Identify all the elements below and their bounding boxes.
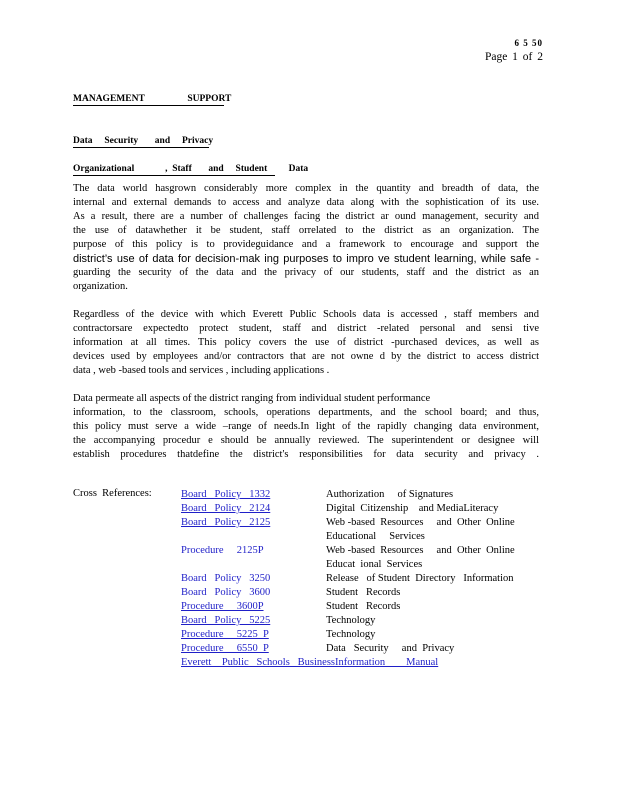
policy-subtitle: Organizational , Staff and Student Data [73, 164, 309, 174]
paragraph-line: organization. [73, 281, 128, 292]
paragraph-1 [73, 182, 539, 294]
cross-reference-row [181, 600, 521, 614]
reference-description: Authorization of Signatures [326, 489, 454, 500]
paragraph-line: guarding the security of the data and the privacy of our students, staff and the district as an [73, 267, 539, 278]
reference-description: Release of Student Directory Information [326, 573, 514, 584]
reference-description: Digital Citizenship and MediaLiteracy [326, 503, 499, 514]
reference-link[interactable]: Board Policy 2124 [181, 503, 271, 514]
cross-reference-row [181, 488, 521, 502]
paragraph-2 [73, 308, 539, 378]
reference-description: Technology [326, 615, 376, 626]
paragraph-line: the use of datawhether it be student, staff orrelated to the district as an organization. The [73, 225, 539, 236]
business-manual-link[interactable]: Everett Public Schools BusinessInformation Manual [181, 657, 439, 668]
paragraph-line: information, to the classroom, schools, operations departments, and the school board; and thus, [73, 407, 539, 418]
cross-reference-row [181, 530, 521, 544]
reference-link[interactable]: Board Policy 3600 [181, 587, 271, 598]
paragraph-3 [73, 392, 539, 462]
reference-link[interactable]: Procedure 2125P [181, 545, 264, 556]
reference-description: Data Security and Privacy [326, 643, 455, 654]
paragraph-line: As a result, there are a number of challenges facing the district ar ound management, security and [73, 211, 539, 222]
reference-description: Web -based Resources and Other Online [326, 545, 515, 556]
paragraph-line: the accompanying procedur e should be annually reviewed. The superintendent or designee will [73, 435, 539, 446]
paragraph-line: devices used by employees and/or contractors that are not owne d by the district to access district [73, 351, 539, 362]
reference-link[interactable]: Board Policy 3250 [181, 573, 271, 584]
cross-reference-row [181, 586, 521, 600]
paragraph-line: internal and external demands to access and analyze data along with the sophistication of its use. [73, 197, 539, 208]
cross-reference-row [181, 614, 521, 628]
page-indicator: Page 1 of 2 [484, 51, 543, 63]
paragraph-line: district’s use of data for decision-mak ing purposes to impro ve student learning, while safe - [73, 253, 539, 265]
reference-link[interactable]: Procedure 5225 P [181, 629, 269, 640]
reference-link-empty [181, 530, 326, 544]
paragraph-line: contractorsare expectedto protect student, staff and district -related personal and sensi tive [73, 323, 539, 334]
reference-description: Student Records [326, 601, 401, 612]
cross-reference-row [181, 558, 521, 572]
paragraph-line: Regardless of the device with which Everett Public Schools data is accessed , staff members and [73, 309, 539, 320]
paragraph-line: establish procedures thatdefine the district's responsibilities for data security and privacy . [73, 449, 539, 460]
reference-description: Technology [326, 629, 376, 640]
cross-reference-row [181, 656, 521, 670]
paragraph-line: The data world hasgrown considerably more complex in the quantity and breadth of data, the [73, 183, 539, 194]
reference-description: Web -based Resources and Other Online [326, 517, 515, 528]
reference-link[interactable]: Board Policy 1332 [181, 489, 271, 500]
cross-reference-row [181, 516, 521, 530]
reference-link[interactable]: Board Policy 2125 [181, 517, 271, 528]
cross-references-list [181, 488, 521, 670]
reference-link[interactable]: Board Policy 5225 [181, 615, 271, 626]
reference-link-empty [181, 558, 326, 572]
paragraph-line: data , web -based tools and services , including applications . [73, 365, 330, 376]
paragraph-line: Data permeate all aspects of the district ranging from individual student performance [73, 393, 431, 404]
reference-description: Student Records [326, 587, 401, 598]
paragraph-line: this policy must serve a wide –range of needs.In light of the rapidly changing data environment, [73, 421, 539, 432]
section-heading: MANAGEMENT SUPPORT [73, 94, 232, 104]
cross-references-label: Cross References: [73, 488, 152, 499]
reference-link[interactable]: Procedure 3600P [181, 601, 264, 612]
reference-description: Educational Services [326, 531, 425, 542]
cross-reference-row [181, 502, 521, 516]
reference-link[interactable]: Procedure 6550 P [181, 643, 269, 654]
policy-title: Data Security and Privacy [73, 136, 214, 146]
cross-reference-row [181, 642, 521, 656]
policy-number: 6 5 50 [514, 38, 543, 48]
reference-description: Educat ional Services [326, 559, 423, 570]
paragraph-line: information at all times. This policy covers the use of district -purchased devices, as well as [73, 337, 539, 348]
cross-reference-row [181, 628, 521, 642]
cross-reference-row [181, 544, 521, 558]
paragraph-line: purpose of this policy is to provideguidance and a framework to encourage and support the [73, 239, 539, 250]
cross-reference-row [181, 572, 521, 586]
